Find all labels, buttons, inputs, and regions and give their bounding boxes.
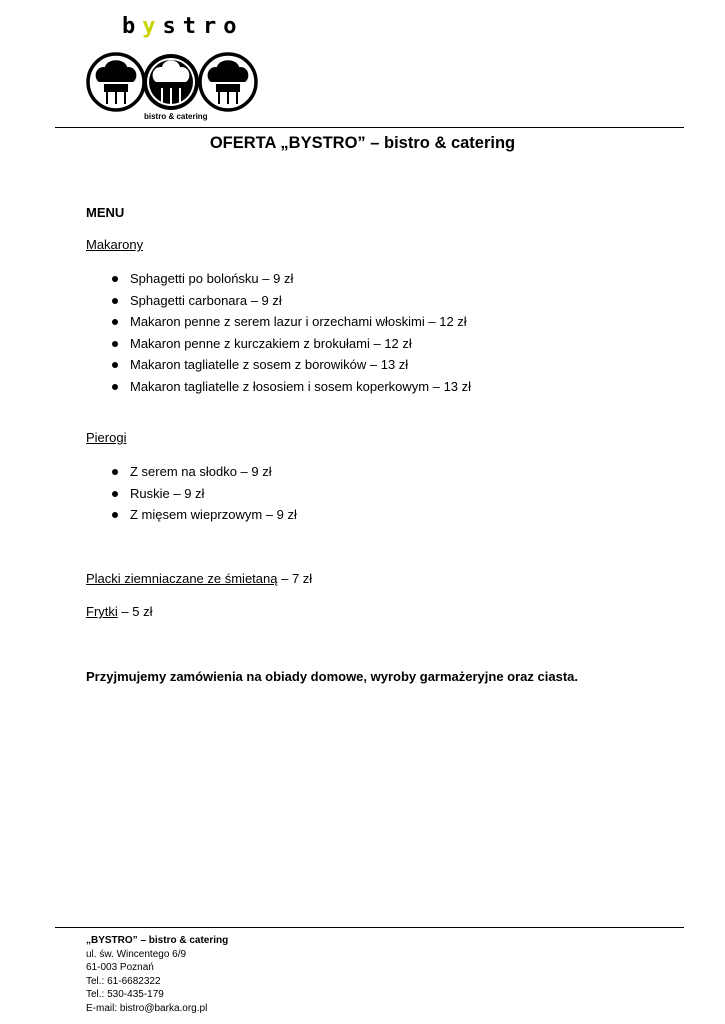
- orders-note: Przyjmujemy zamówienia na obiady domowe, wyroby garmażeryjne oraz ciasta.: [86, 669, 579, 684]
- section-makarony-label: Makarony: [86, 237, 144, 252]
- list-item: Sphagetti carbonara – 9 zł: [108, 290, 471, 312]
- logo-wordmark: [122, 14, 243, 39]
- chef-hat-icon: [200, 54, 256, 110]
- logo-subtitle: bistro & catering: [144, 112, 208, 121]
- placki-price: – 7 zł: [277, 571, 313, 586]
- frytki-line: [86, 604, 152, 619]
- placki-line: [86, 571, 312, 586]
- list-item: Z serem na słodko – 9 zł: [108, 461, 297, 483]
- frytki-label: Frytki: [86, 604, 118, 619]
- footer-phone-1: Tel.: 61-6682322: [86, 975, 161, 987]
- chef-hat-icon: [143, 54, 199, 110]
- list-item: Makaron penne z serem lazur i orzechami włoskimi – 12 zł: [108, 311, 471, 333]
- logo: [85, 14, 260, 126]
- logo-word-accent: y: [142, 14, 163, 39]
- list-item: Makaron tagliatelle z sosem z borowików – 13 zł: [108, 354, 471, 376]
- frytki-price: – 5 zł: [117, 604, 153, 619]
- footer-company-name: „BYSTRO” – bistro & catering: [86, 935, 229, 946]
- list-item: Makaron penne z kurczakiem z brokułami – 12 zł: [108, 333, 471, 355]
- placki-label: Placki ziemniaczane ze śmietaną: [86, 571, 278, 586]
- footer-phone-2: Tel.: 530-435-179: [86, 989, 164, 1000]
- footer-divider: [55, 927, 684, 928]
- list-item: Sphagetti po bolońsku – 9 zł: [108, 268, 471, 290]
- logo-word-end: stro: [162, 14, 244, 39]
- menu-heading: MENU: [86, 205, 125, 220]
- footer-email: E-mail: bistro@barka.org.pl: [86, 1002, 208, 1014]
- makarony-list: [108, 268, 471, 397]
- list-item: Z mięsem wieprzowym – 9 zł: [108, 504, 297, 526]
- header-divider: [55, 127, 684, 128]
- footer-street: ul. św. Wincentego 6/9: [86, 948, 187, 960]
- footer-city: 61-003 Poznań: [86, 962, 154, 973]
- pierogi-list: [108, 461, 297, 526]
- chef-hat-icon: [88, 54, 144, 110]
- page-title: OFERTA „BYSTRO” – bistro & catering: [209, 134, 516, 152]
- list-item: Makaron tagliatelle z łososiem i sosem koperkowym – 13 zł: [108, 376, 471, 398]
- chef-hat-icons: [85, 50, 260, 114]
- footer-contact: [86, 934, 228, 1015]
- list-item: Ruskie – 9 zł: [108, 483, 297, 505]
- section-pierogi-label: Pierogi: [86, 430, 127, 445]
- logo-word-start: b: [122, 14, 143, 39]
